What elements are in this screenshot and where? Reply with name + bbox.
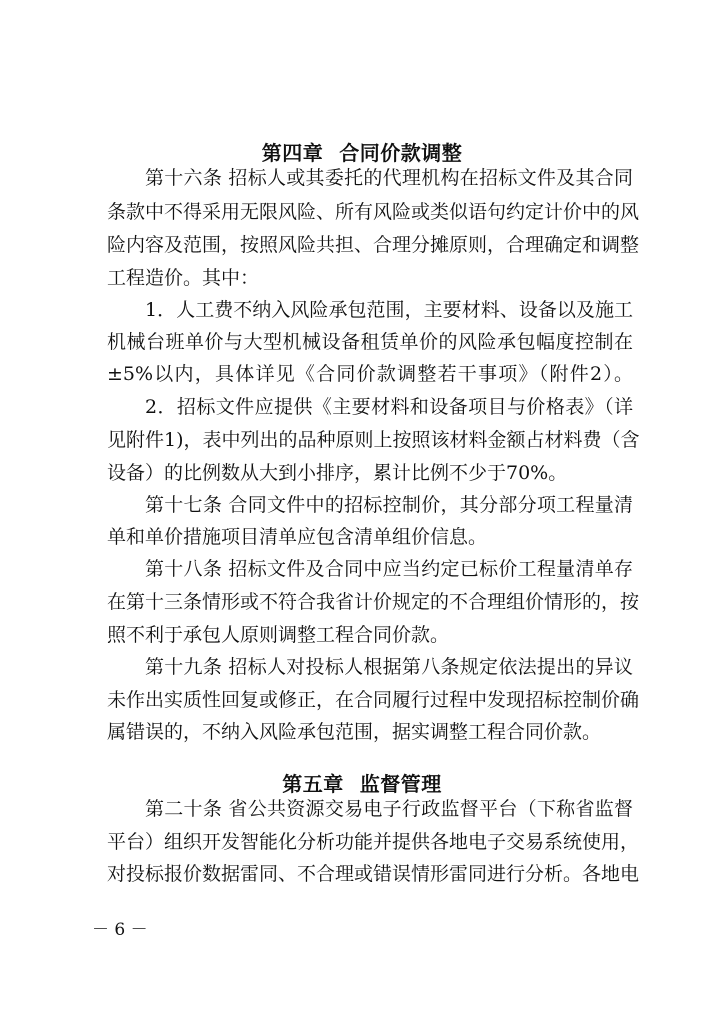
article-16-line: 险内容及范围，按照风险共担、合理分摊原则，合理确定和调整 bbox=[107, 234, 640, 256]
article-20-line: 平台）组织开发智能化分析功能并提供各地电子交易系统使用， bbox=[107, 831, 640, 853]
article-20-line: 第二十条 省公共资源交易电子行政监督平台（下称省监督 bbox=[145, 798, 633, 820]
article-16-line: 第十六条 招标人或其委托的代理机构在招标文件及其合同 bbox=[145, 167, 633, 189]
article-18-line: 照不利于承包人原则调整工程合同价款。 bbox=[107, 624, 450, 646]
article-16-line: 工程造价。其中： bbox=[107, 267, 260, 289]
item-1-line: 机械台班单价与大型机械设备租赁单价的风险承包幅度控制在 bbox=[107, 331, 633, 353]
chapter-5-number: 第五章 bbox=[282, 772, 344, 796]
chapter-5-title: 监督管理 bbox=[359, 772, 442, 796]
chapter-4-title: 合同价款调整 bbox=[339, 141, 463, 165]
page-number: － 6 － bbox=[92, 920, 148, 940]
item-2-line: 设备）的比例数从大到小排序，累计比例不少于70%。 bbox=[107, 462, 568, 484]
chapter-5-heading bbox=[0, 768, 724, 797]
article-19-line: 属错误的，不纳入风险承包范围，据实调整工程合同价款。 bbox=[107, 721, 602, 743]
article-19-line: 第十九条 招标人对投标人根据第八条规定依法提出的异议 bbox=[145, 656, 633, 678]
article-18-line: 第十八条 招标文件及合同中应当约定已标价工程量清单存 bbox=[145, 558, 633, 580]
chapter-4-heading bbox=[0, 137, 724, 166]
article-18-line: 在第十三条情形或不符合我省计价规定的不合理组价情形的，按 bbox=[107, 591, 640, 613]
article-17-line: 单和单价措施项目清单应包含清单组价信息。 bbox=[107, 526, 488, 548]
item-1-line: 1．人工费不纳入风险承包范围，主要材料、设备以及施工 bbox=[145, 299, 633, 321]
article-17-line: 第十七条 合同文件中的招标控制价，其分部分项工程量清 bbox=[145, 494, 633, 516]
chapter-4-number: 第四章 bbox=[261, 141, 324, 165]
item-2-line: 见附件1)，表中列出的品种原则上按照该材料金额占材料费（含 bbox=[107, 429, 640, 451]
article-16-line: 条款中不得采用无限风险、所有风险或类似语句约定计价中的风 bbox=[107, 201, 640, 223]
item-1-line: ±5%以内，具体详见《合同价款调整若干事项》（附件2）。 bbox=[107, 363, 633, 385]
article-20-line: 对投标报价数据雷同、不合理或错误情形雷同进行分析。各地电 bbox=[107, 863, 640, 885]
article-19-line: 未作出实质性回复或修正，在合同履行过程中发现招标控制价确 bbox=[107, 689, 640, 711]
item-2-line: 2．招标文件应提供《主要材料和设备项目与价格表》（详 bbox=[145, 396, 633, 418]
